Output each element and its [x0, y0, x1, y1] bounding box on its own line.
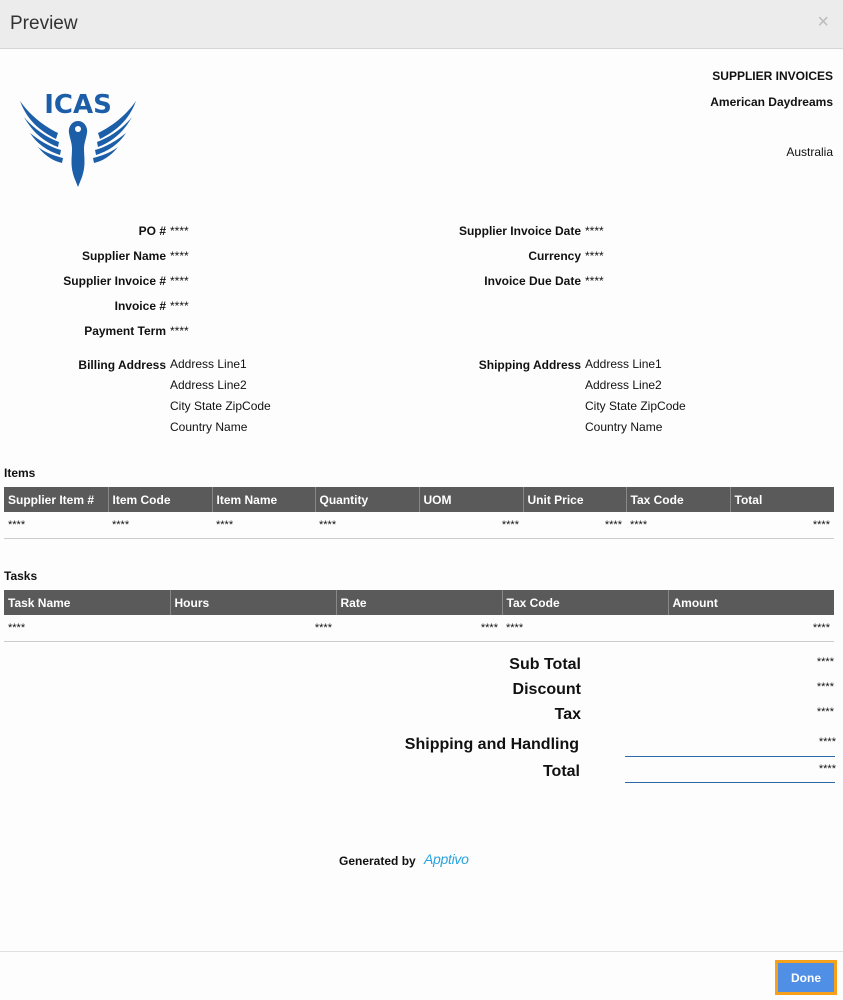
document-heading: SUPPLIER INVOICES: [712, 69, 833, 83]
address-line: Address Line1: [170, 357, 247, 371]
sub-total-value: ****: [816, 656, 834, 668]
address-line: Address Line2: [170, 378, 247, 392]
address-line: Country Name: [585, 420, 663, 434]
total-value: ****: [818, 763, 836, 775]
table-cell: ****: [212, 512, 315, 538]
close-icon[interactable]: ×: [817, 11, 829, 33]
dialog-header: [0, 0, 843, 49]
tasks-title: Tasks: [4, 569, 38, 583]
field-label: Supplier Invoice Date: [458, 224, 581, 238]
address-line: City State ZipCode: [170, 399, 271, 413]
address-line: Address Line2: [585, 378, 662, 392]
field-value: ****: [585, 224, 604, 238]
discount-label: Discount: [512, 681, 581, 698]
shipping-address-lines: [585, 354, 686, 438]
total-row: [380, 763, 580, 780]
column-header: Supplier Item #: [4, 487, 108, 512]
column-header: Unit Price: [523, 487, 626, 512]
logo-text: ICAS: [44, 90, 112, 120]
field-value: ****: [170, 274, 189, 288]
field-label: Supplier Invoice #: [63, 274, 166, 288]
column-header: Item Code: [108, 487, 212, 512]
table-row: [4, 512, 834, 538]
table-cell: ****: [668, 615, 834, 641]
field-label: Payment Term: [84, 324, 166, 338]
company-logo: [18, 87, 138, 191]
table-cell: ****: [730, 512, 834, 538]
tax-row: [380, 706, 581, 723]
done-button[interactable]: Done: [775, 960, 837, 995]
shipping-address-label: Shipping Address: [478, 358, 581, 372]
company-name: American Daydreams: [710, 95, 833, 109]
field-label: Supplier Name: [81, 249, 166, 263]
column-header: Rate: [336, 590, 502, 615]
field-value: ****: [585, 249, 604, 263]
shipping-underline: [625, 756, 835, 757]
column-header: Task Name: [4, 590, 170, 615]
column-header: Item Name: [212, 487, 315, 512]
dialog-footer: [0, 951, 843, 1000]
shipping-handling-label: Shipping and Handling: [404, 736, 579, 753]
table-cell: ****: [108, 512, 212, 538]
field-label: Invoice Due Date: [484, 274, 581, 288]
table-cell: ****: [626, 512, 730, 538]
sub-total-row: [380, 656, 581, 673]
field-label: Currency: [528, 249, 581, 263]
total-label: Total: [542, 763, 580, 780]
table-row: [4, 615, 834, 641]
column-header: Amount: [668, 590, 834, 615]
table-cell: ****: [170, 615, 336, 641]
address-line: City State ZipCode: [585, 399, 686, 413]
table-cell: ****: [523, 512, 626, 538]
field-value: ****: [170, 324, 189, 338]
sub-total-label: Sub Total: [509, 656, 581, 673]
column-header: Tax Code: [626, 487, 730, 512]
table-cell: ****: [4, 512, 108, 538]
shipping-handling-row: [380, 736, 579, 753]
table-cell: ****: [502, 615, 668, 641]
discount-row: [380, 681, 581, 698]
table-header-row: [4, 487, 834, 512]
discount-value: ****: [816, 681, 834, 693]
invoice-preview: [0, 49, 843, 951]
column-header: UOM: [419, 487, 523, 512]
table-cell: ****: [336, 615, 502, 641]
items-title: Items: [4, 466, 36, 480]
address-line: Country Name: [170, 420, 248, 434]
table-cell: ****: [419, 512, 523, 538]
table-cell: ****: [315, 512, 419, 538]
field-value: ****: [170, 299, 189, 313]
table-cell: ****: [4, 615, 170, 641]
field-value: ****: [585, 274, 604, 288]
billing-address-lines: [170, 354, 271, 438]
tax-value: ****: [816, 706, 834, 718]
billing-address-label: Billing Address: [78, 358, 166, 372]
field-label: PO #: [138, 224, 166, 238]
dialog-title: Preview: [10, 13, 78, 34]
tax-label: Tax: [554, 706, 581, 723]
address-line: Address Line1: [585, 357, 662, 371]
company-country: Australia: [786, 145, 833, 159]
column-header: Tax Code: [502, 590, 668, 615]
table-header-row: [4, 590, 834, 615]
field-value: ****: [170, 224, 189, 238]
field-label: Invoice #: [114, 299, 166, 313]
shipping-handling-value: ****: [818, 736, 836, 748]
company-info: [710, 69, 833, 159]
items-table: [4, 487, 834, 539]
column-header: Total: [730, 487, 834, 512]
apptivo-logo: Apptivo: [424, 851, 469, 867]
total-underline: [625, 782, 835, 783]
generated-by-label: Generated by: [339, 854, 416, 868]
column-header: Hours: [170, 590, 336, 615]
field-value: ****: [170, 249, 189, 263]
column-header: Quantity: [315, 487, 419, 512]
tasks-table: [4, 590, 834, 642]
